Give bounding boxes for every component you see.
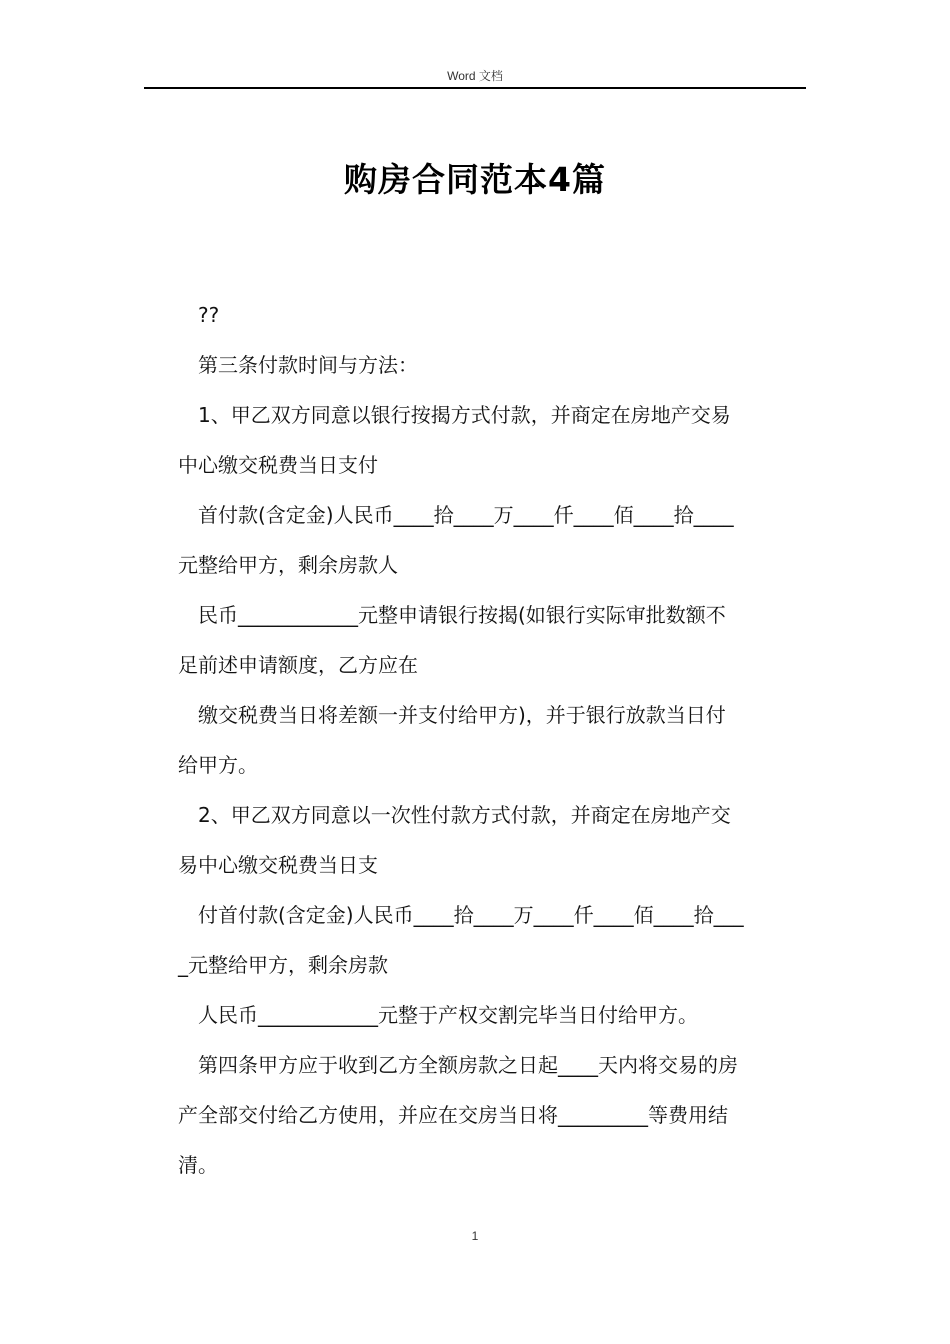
body-line: ?? — [198, 303, 220, 327]
document-title: 购房合同范本4篇 — [344, 160, 606, 199]
body-line: 中心缴交税费当日支付 — [178, 453, 378, 477]
body-line: 元整给甲方，剩余房款人 — [178, 553, 398, 577]
body-line: 2、甲乙双方同意以一次性付款方式付款，并商定在房地产交 — [198, 803, 731, 827]
body-line: 第三条付款时间与方法： — [198, 353, 418, 377]
body-line: _元整给甲方，剩余房款 — [178, 953, 388, 977]
document-body — [178, 290, 818, 1190]
body-line: 1、甲乙双方同意以银行按揭方式付款，并商定在房地产交易 — [198, 403, 731, 427]
header-divider — [144, 87, 806, 89]
page-number: 1 — [471, 1229, 479, 1243]
body-line: 足前述申请额度，乙方应在 — [178, 653, 418, 677]
body-line: 产全部交付给乙方使用，并应在交房当日将_________等费用结 — [178, 1103, 728, 1127]
body-line: 第四条甲方应于收到乙方全额房款之日起____天内将交易的房 — [198, 1053, 738, 1077]
body-line: 付首付款(含定金)人民币____拾____万____仟____佰____拾___ — [198, 903, 744, 927]
body-line: 人民币____________元整于产权交割完毕当日付给甲方。 — [198, 1003, 698, 1027]
body-line: 民币____________元整申请银行按揭(如银行实际审批数额不 — [198, 603, 726, 627]
body-line: 给甲方。 — [178, 753, 258, 777]
page-header: Word 文档 — [447, 69, 503, 83]
body-line: 首付款(含定金)人民币____拾____万____仟____佰____拾____ — [198, 503, 734, 527]
body-line: 缴交税费当日将差额一并支付给甲方)，并于银行放款当日付 — [198, 703, 726, 727]
body-line: 易中心缴交税费当日支 — [178, 853, 378, 877]
body-line: 清。 — [178, 1153, 218, 1177]
